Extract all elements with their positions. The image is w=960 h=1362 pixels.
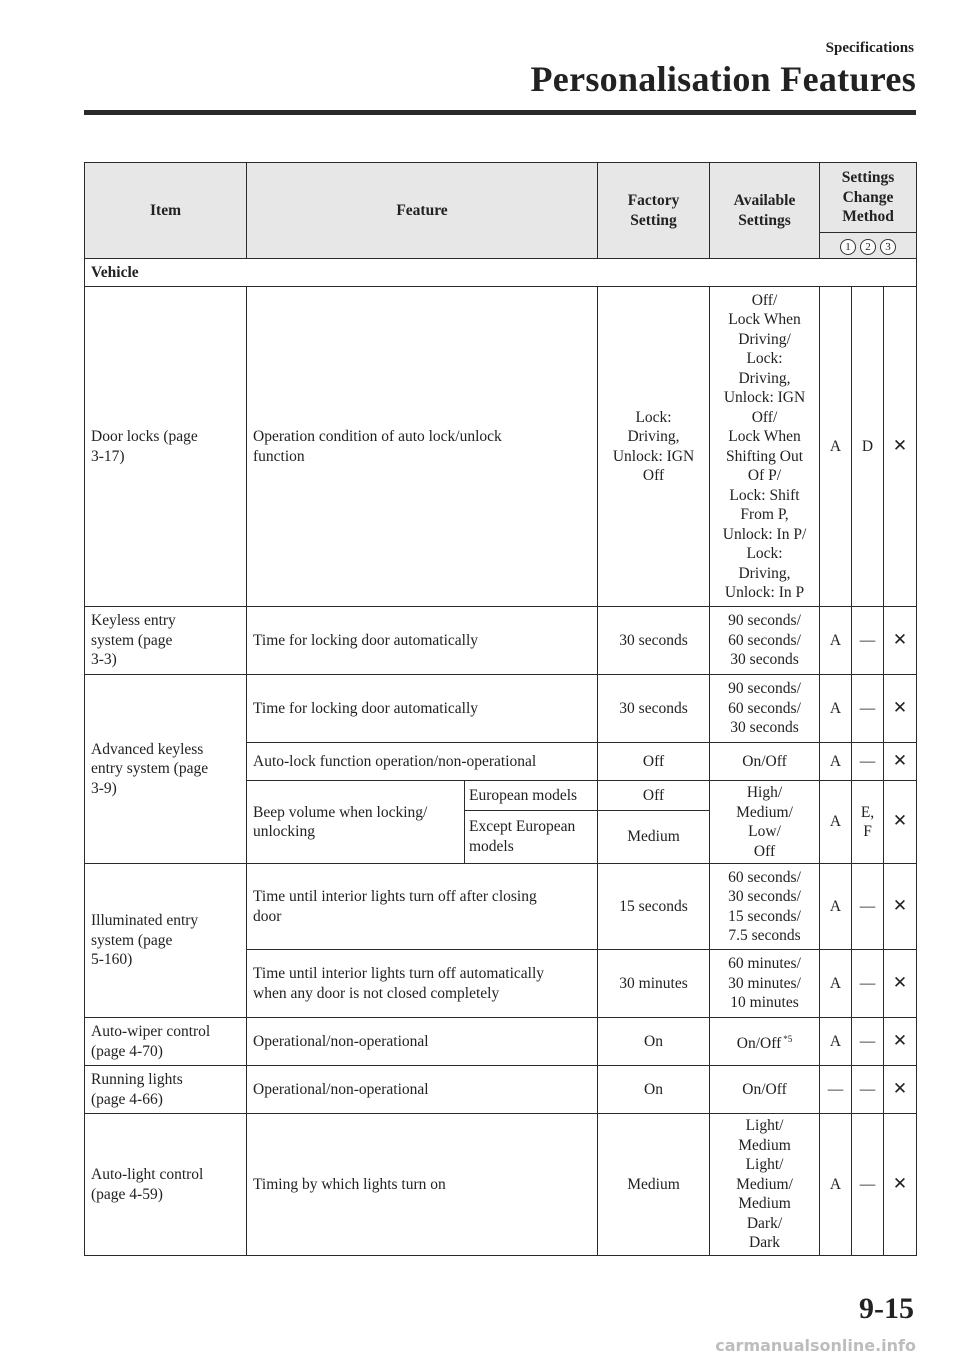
method-3-cell (884, 1018, 917, 1066)
method-2-cell: — (852, 743, 884, 781)
method-3-cell (884, 864, 917, 950)
page-title: Personalisation Features (530, 59, 916, 99)
method-1-cell: A (820, 1114, 852, 1256)
method-1-cell: A (820, 607, 852, 675)
table-header-row (85, 163, 917, 233)
item-cell: Door locks (page 3-17) (85, 287, 247, 607)
table-row (85, 607, 917, 675)
method-2-cell: D (852, 287, 884, 607)
watermark: carmanualsonline.info (715, 1336, 916, 1355)
x-mark-icon: ✕ (892, 750, 908, 771)
method-3-cell (884, 1114, 917, 1256)
method-numbers (820, 233, 917, 259)
available-cell: Off/ Lock When Driving/ Lock: Driving, Unlock: IGN Off/ Lock When Shifting Out Of P/ Lock: Shift From P, Unlock: In P/ Lock: Driving, Unlock: In P (710, 287, 820, 607)
circled-number-1: 1 (840, 239, 856, 255)
factory-cell: 30 seconds (598, 607, 710, 675)
group-row (85, 259, 917, 287)
feature-cell: Auto-lock function operation/non-operational (247, 743, 598, 781)
x-mark-icon: ✕ (892, 895, 908, 916)
item-cell: Illuminated entry system (page 5-160) (85, 864, 247, 1018)
table-row (85, 287, 917, 607)
x-mark-icon: ✕ (892, 1078, 908, 1099)
factory-cell: Off (598, 743, 710, 781)
factory-cell: 30 seconds (598, 675, 710, 743)
circled-number-2: 2 (860, 239, 876, 255)
header-item: Item (85, 163, 247, 259)
header-factory-setting: Factory Setting (598, 163, 710, 259)
method-3-cell (884, 1066, 917, 1114)
footnote-marker: *5 (783, 1033, 793, 1044)
factory-cell: Medium (598, 1114, 710, 1256)
available-cell: 90 seconds/ 60 seconds/ 30 seconds (710, 675, 820, 743)
page-number: 9-15 (859, 1292, 914, 1325)
personalisation-table (84, 162, 917, 1256)
feature-cell: Time for locking door automatically (247, 607, 598, 675)
feature-cell: Time until interior lights turn off after closing door (247, 864, 598, 950)
x-mark-icon: ✕ (892, 697, 908, 718)
feature-cell: Timing by which lights turn on (247, 1114, 598, 1256)
factory-cell: On (598, 1066, 710, 1114)
x-mark-icon: ✕ (892, 435, 908, 456)
feature-cell: Beep volume when locking/ unlocking (247, 781, 465, 864)
method-2-cell: — (852, 1018, 884, 1066)
method-1-cell: A (820, 950, 852, 1018)
table-row (85, 1066, 917, 1114)
available-cell: On/Off (710, 743, 820, 781)
method-2-cell: E, F (852, 781, 884, 864)
model-variant-cell: Except European models (465, 810, 598, 863)
x-mark-icon: ✕ (892, 1173, 908, 1194)
feature-cell: Time for locking door automatically (247, 675, 598, 743)
method-2-cell: — (852, 950, 884, 1018)
item-cell: Running lights (page 4-66) (85, 1066, 247, 1114)
table-row (85, 1018, 917, 1066)
factory-cell: On (598, 1018, 710, 1066)
feature-cell: Operation condition of auto lock/unlock function (247, 287, 598, 607)
available-cell: 60 seconds/ 30 seconds/ 15 seconds/ 7.5 seconds (710, 864, 820, 950)
available-cell: On/Off (710, 1066, 820, 1114)
method-1-cell: A (820, 864, 852, 950)
feature-cell: Time until interior lights turn off automatically when any door is not closed completely (247, 950, 598, 1018)
available-cell: 90 seconds/ 60 seconds/ 30 seconds (710, 607, 820, 675)
header-available-settings: Available Settings (710, 163, 820, 259)
method-2-cell: — (852, 864, 884, 950)
method-1-cell: A (820, 287, 852, 607)
method-1-cell: A (820, 1018, 852, 1066)
x-mark-icon: ✕ (892, 811, 908, 832)
available-cell: 60 minutes/ 30 minutes/ 10 minutes (710, 950, 820, 1018)
method-1-cell: A (820, 675, 852, 743)
item-cell: Keyless entry system (page 3-3) (85, 607, 247, 675)
table-row (85, 1114, 917, 1256)
method-3-cell (884, 781, 917, 864)
item-cell: Auto-wiper control (page 4-70) (85, 1018, 247, 1066)
method-3-cell (884, 950, 917, 1018)
method-2-cell: — (852, 675, 884, 743)
method-1-cell: A (820, 743, 852, 781)
item-cell: Advanced keyless entry system (page 3-9) (85, 675, 247, 864)
circled-number-3: 3 (880, 239, 896, 255)
item-cell: Auto-light control (page 4-59) (85, 1114, 247, 1256)
method-3-cell (884, 607, 917, 675)
factory-cell: 15 seconds (598, 864, 710, 950)
x-mark-icon: ✕ (892, 972, 908, 993)
method-3-cell (884, 675, 917, 743)
factory-cell: Medium (598, 810, 710, 863)
available-cell: Light/ Medium Light/ Medium/ Medium Dark/ Dark (710, 1114, 820, 1256)
group-label-vehicle: Vehicle (85, 259, 917, 287)
method-3-cell (884, 287, 917, 607)
method-1-cell: — (820, 1066, 852, 1114)
method-2-cell: — (852, 607, 884, 675)
x-mark-icon: ✕ (892, 1030, 908, 1051)
method-3-cell (884, 743, 917, 781)
model-variant-cell: European models (465, 781, 598, 811)
feature-cell: Operational/non-operational (247, 1066, 598, 1114)
factory-cell: 30 minutes (598, 950, 710, 1018)
method-2-cell: — (852, 1066, 884, 1114)
table-row (85, 864, 917, 950)
header-divider (84, 110, 916, 115)
method-2-cell: — (852, 1114, 884, 1256)
feature-cell: Operational/non-operational (247, 1018, 598, 1066)
available-cell (710, 1018, 820, 1066)
factory-cell: Lock: Driving, Unlock: IGN Off (598, 287, 710, 607)
factory-cell: Off (598, 781, 710, 811)
header-change-method: Settings Change Method (820, 163, 917, 233)
table-row (85, 675, 917, 743)
available-value: On/Off (736, 1034, 782, 1052)
section-label: Specifications (825, 40, 914, 56)
header-feature: Feature (247, 163, 598, 259)
method-1-cell: A (820, 781, 852, 864)
available-cell: High/ Medium/ Low/ Off (710, 781, 820, 864)
x-mark-icon: ✕ (892, 629, 908, 650)
